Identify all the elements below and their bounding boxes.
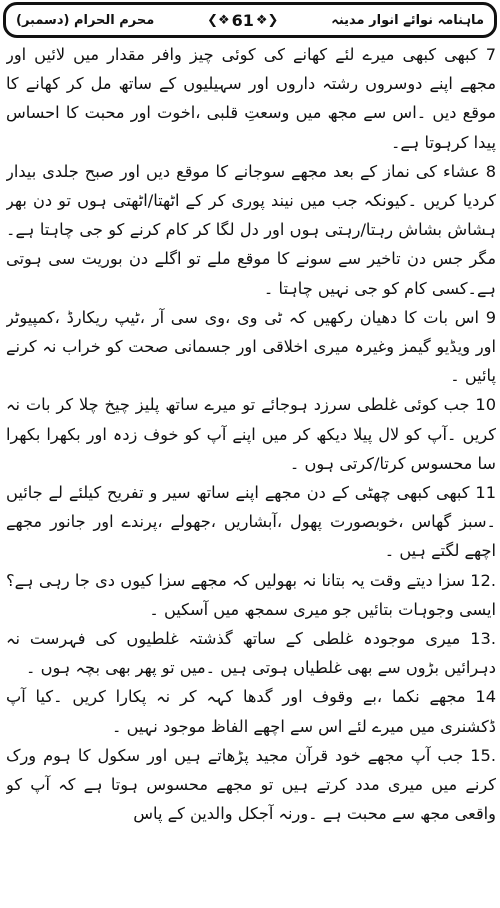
list-item: 9 اس بات کا دھیان رکھیں کہ ٹی وی ،وی سی آر ،ٹیپ ریکارڈ ،کمپیوٹر اور ویڈیو گیمز وغیرہ میری اخلاقی اور جسمانی صحت کو خراب نہ کرنے پائیں ۔ <box>6 307 496 386</box>
list-item: 11 کبھی کبھی چھٹی کے دن مجھے اپنے ساتھ سیر و تفریح کیلئے لے جائیں ۔سبز گھاس ،خوبصورت پھول ،آبشاریں ،جھولے ،پرندے اور جانور مجھے اچھے لگتے ہیں ۔ <box>6 483 496 561</box>
magazine-title: ماہنامہ نوائے انوار مدینہ <box>331 12 484 28</box>
page-number-block <box>207 11 278 30</box>
list-item: .12 سزا دیتے وقت یہ بتانا نہ بھولیں کہ مجھے سزا کیوں دی جا رہی ہے؟ایسی وجوہات بتائیں جو میری سمجھ میں آسکیں ۔ <box>6 570 496 619</box>
article-body <box>6 40 496 906</box>
page-header <box>3 2 497 38</box>
page-number: 61 <box>231 10 254 30</box>
list-item: 14 مجھے نکما ،بے وقوف اور گدھا کہہ کر نہ پکارا کریں ۔کیا آپ ڈکشنری میں میرے لئے اس سے اچھے الفاظ موجود نہیں ۔ <box>6 687 496 736</box>
list-item: .15 جب آپ مجھے خود قرآن مجید پڑھاتے ہیں اور سکول کا ہوم ورک کرنے میں میری مدد کرتے ہیں تو مجھے محسوس ہوتا ہے کہ آپ کو واقعی مجھ سے محبت ہے ۔ورنہ آجکل والدین کے پاس <box>6 745 496 824</box>
issue-date: محرم الحرام (دسمبر) <box>16 12 155 28</box>
list-item: 8 عشاء کی نماز کے بعد مجھے سوجانے کا موقع دیں اور صبح جلدی بیدار کردیا کریں ۔کیونکہ جب میں نیند پوری کر کے اٹھتا/اٹھتی ہوں تو دن بھر ہشاش بشاش رہتا/رہتی ہوں اور دل لگا کر کام کرنے کو جی چاہتا ہے۔مگر جس دن تاخیر سے سونے کا موقع ملے تو اگلے دن بوریت سی ہوتی ہے۔کسی کام کو جی نہیں چاہتا ۔ <box>6 161 496 298</box>
ornament-left-icon: ❮❖ <box>207 12 230 28</box>
list-item: 7 کبھی کبھی میرے لئے کھانے کی کوئی چیز وافر مقدار میں لائیں اور مجھے اپنے دوسروں رشتہ داروں اور سہیلیوں کے ساتھ مل کر کھانے کا موقع دیں ۔اس سے مجھ میں وسعتِ قلبی ،اخوت اور محبت کا احساس پیدا کرہوتا ہے۔ <box>6 45 496 152</box>
ornament-right-icon: ❖❯ <box>255 12 279 28</box>
list-item: 10 جب کوئی غلطی سرزد ہوجائے تو میرے ساتھ پلیز چیخ چلا کر بات نہ کریں ۔آپ کو لال پیلا دیکھ کر میں اپنے آپ کو خوف زدہ اور بکھرا بکھرا سا محسوس کرتا/کرتی ہوں ۔ <box>6 395 496 473</box>
list-item: .13 میری موجودہ غلطی کے ساتھ گذشتہ غلطیوں کی فہرست نہ دہرائیں بڑوں سے بھی غلطیاں ہوتی ہیں ۔میں تو پھر بھی بچہ ہوں ۔ <box>6 629 496 678</box>
